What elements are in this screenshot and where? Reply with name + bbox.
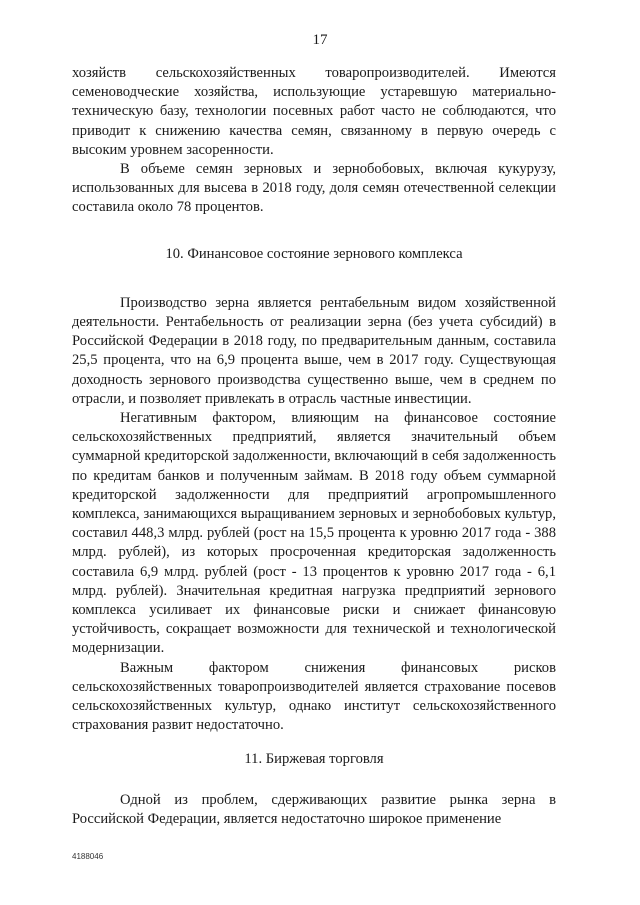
- section-heading-exchange-trading: 11. Биржевая торговля: [244, 750, 384, 767]
- section-heading-financial-state: 10. Финансовое состояние зернового комплекса: [165, 245, 463, 262]
- body-text: [72, 64, 556, 829]
- paragraph-exchange: Одной из проблем, сдерживающих развитие рынка зерна в Российской Федерации, является недостаточно широкое применение: [72, 791, 556, 827]
- paragraph-profitability: Производство зерна является рентабельным видом хозяйственной деятельности. Рентабельность от реализации зерна (без учета субсидий) в Российской Федерации в 2018 году, по предварительным данным, составила 25,5 процента, что на 6,9 процента выше, чем в 2017 году. Существующая доходность зернового производства существенно выше, чем в среднем по отрасли, и позволяет привлекать в отрасль частные инвестиции.: [72, 294, 556, 407]
- page-number: 17: [312, 32, 328, 48]
- paragraph-debt: Негативным фактором, влияющим на финансовое состояние сельскохозяйственных предприятий, является значительный объем суммарной кредиторской задолженности, включающий в себя задолженность по кредитам банков и полученным займам. В 2018 году объем суммарной кредиторской задолженности для предприятий агропромышленного комплекса, занимающихся выращиванием зерновых и зернобобовых культур, составил 448,3 млрд. рублей (рост на 15,5 процента к уровню 2017 года - 388 млрд. рублей), из которых просроченная кредиторская задолженность составила 6,9 млрд. рублей (рост - 13 процентов к уровню 2017 года - 6,1 млрд. рублей). Значительная кредитная нагрузка предприятий зернового комплекса усиливает их финансовые риски и снижает финансовую устойчивость, сокращает возможности для технической и технологической модернизации.: [72, 410, 556, 657]
- document-code: 4188046: [72, 852, 104, 861]
- paragraph-seed-share: В объеме семян зерновых и зернобобовых, включая кукурузу, использованных для высева в 2018 году, доля семян отечественной селекции составила около 78 процентов.: [72, 161, 556, 216]
- paragraph-seed-farms: хозяйств сельскохозяйственных товаропроизводителей. Имеются семеноводческие хозяйства, использующие устаревшую материально-техническую базу, технологии посевных работ часто не соблюдаются, что приводит к снижению качества семян, связанному в первую очередь с высоким уровнем засоренности.: [72, 65, 556, 158]
- paragraph-insurance: Важным фактором снижения финансовых рисков сельскохозяйственных товаропроизводителей является страхование посевов сельскохозяйственных культур, однако институт сельскохозяйственного страхования развит недостаточно.: [72, 659, 556, 734]
